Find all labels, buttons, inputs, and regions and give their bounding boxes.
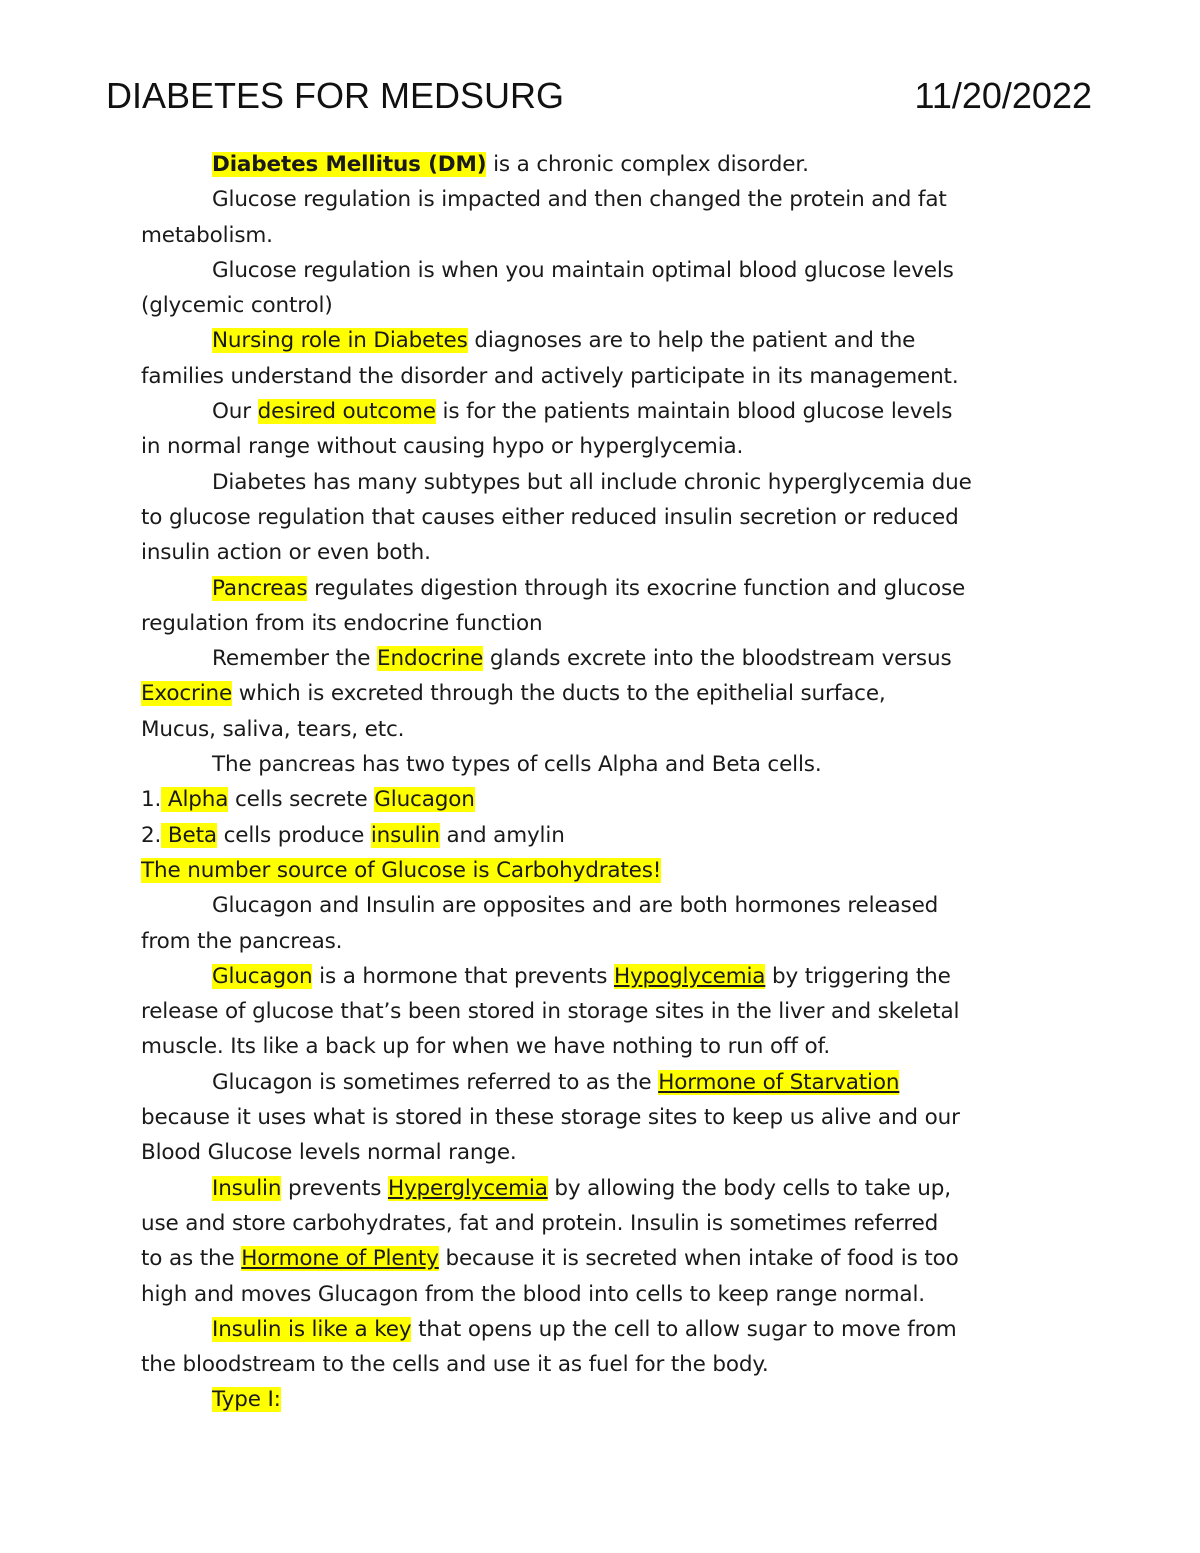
bullet-item [141, 465, 1071, 500]
highlight-term: Exocrine [141, 681, 233, 707]
document-body [141, 147, 1071, 1418]
text-line: Blood Glucose levels normal range. [141, 1140, 517, 1166]
item-number: 1. [141, 787, 162, 813]
text-line: regulation from its endocrine function [141, 610, 543, 636]
text-line: muscle. Its like a back up for when we have nothing to run off of. [141, 1034, 831, 1060]
text-run: is a hormone that prevents [312, 963, 614, 989]
text-run: Glucagon and Insulin are opposites and are both hormones released [212, 893, 939, 919]
highlight-term: Beta [161, 822, 217, 848]
highlight-term: insulin [370, 822, 440, 848]
bullet-item [141, 323, 1071, 358]
bullet-item [141, 571, 1071, 606]
bullet-item [141, 182, 1071, 217]
text-line: families understand the disorder and actively participate in its management. [141, 363, 959, 389]
text-line [141, 1241, 1071, 1276]
highlight-term-underlined: Hypoglycemia [613, 963, 766, 989]
bullet-item [141, 747, 1071, 782]
highlight-term: Insulin is like a key [212, 1316, 412, 1342]
bullet-item [141, 959, 1071, 994]
text-run: Diabetes has many subtypes but all include chronic hyperglycemia due [212, 469, 972, 495]
text-run: by triggering the [765, 963, 951, 989]
item-number: 2. [141, 822, 162, 848]
text-run: Glucose regulation is impacted and then changed the protein and fat [212, 187, 947, 213]
text-run: Remember the [212, 646, 378, 672]
text-line: in normal range without causing hypo or hyperglycemia. [141, 434, 744, 460]
bullet-item [141, 1171, 1071, 1206]
text-line: from the pancreas. [141, 928, 343, 954]
text-line: to glucose regulation that causes either reduced insulin secretion or reduced [141, 504, 959, 530]
page-header [106, 72, 1092, 120]
text-line: metabolism. [141, 222, 273, 248]
text-run: that opens up the cell to allow sugar to move from [411, 1316, 957, 1342]
highlight-term: Glucagon [212, 963, 313, 989]
text-run: which is excreted through the ducts to the epithelial surface, [232, 681, 886, 707]
numbered-item [141, 818, 1071, 853]
text-run: prevents [281, 1175, 388, 1201]
text-run: diagnoses are to help the patient and the [467, 328, 916, 354]
text-run: and amylin [439, 822, 565, 848]
text-line: because it uses what is stored in these storage sites to keep us alive and our [141, 1105, 960, 1131]
highlight-term: Endocrine [377, 646, 484, 672]
text-run: to as the [141, 1246, 242, 1272]
highlight-term-underlined: Hyperglycemia [387, 1175, 548, 1201]
bullet-item [141, 253, 1071, 288]
callout-line [141, 853, 1071, 888]
highlight-term-underlined: Hormone of Plenty [241, 1246, 439, 1272]
text-run: cells produce [216, 822, 371, 848]
text-run: regulates digestion through its exocrine function and glucose [307, 575, 966, 601]
highlight-term: desired outcome [257, 399, 436, 425]
highlight-term: Pancreas [212, 575, 308, 601]
bullet-item [141, 394, 1071, 429]
highlight-callout: The number source of Glucose is Carbohydrates! [141, 857, 662, 883]
highlight-term-underlined: Hormone of Starvation [658, 1069, 900, 1095]
document-date: 11/20/2022 [914, 75, 1092, 116]
document-title: DIABETES FOR MEDSURG [106, 75, 565, 116]
text-line: high and moves Glucagon from the blood into cells to keep range normal. [141, 1281, 925, 1307]
bullet-item [141, 1065, 1071, 1100]
text-run: is a chronic complex disorder. [486, 152, 809, 177]
text-line: Mucus, saliva, tears, etc. [141, 716, 405, 742]
text-line: release of glucose that’s been stored in storage sites in the liver and skeletal [141, 999, 960, 1025]
text-run: by allowing the body cells to take up, [547, 1175, 951, 1201]
text-line: insulin action or even both. [141, 540, 431, 566]
numbered-item [141, 782, 1071, 817]
text-run: is for the patients maintain blood glucose levels [435, 399, 953, 425]
section-heading: Type I: [212, 1387, 281, 1413]
text-run: glands excrete into the bloodstream versus [483, 646, 952, 672]
highlight-term: Glucagon [374, 787, 475, 813]
bullet-item [141, 641, 1071, 676]
bullet-item [141, 888, 1071, 923]
bullet-item [141, 1312, 1071, 1347]
highlight-term: Nursing role in Diabetes [212, 328, 468, 354]
text-line [141, 676, 1071, 711]
text-run: The pancreas has two types of cells Alpha and Beta cells. [212, 752, 822, 778]
text-line: the bloodstream to the cells and use it as fuel for the body. [141, 1352, 769, 1378]
highlight-term: Diabetes Mellitus (DM) [212, 152, 487, 177]
text-run: Our [212, 399, 258, 425]
bullet-item [141, 1382, 1071, 1417]
bullet-item [141, 147, 1071, 182]
text-run: cells secrete [228, 787, 375, 813]
text-run: Glucose regulation is when you maintain optimal blood glucose levels [212, 257, 954, 283]
text-line: (glycemic control) [141, 293, 333, 319]
highlight-term: Insulin [212, 1175, 282, 1201]
highlight-term: Alpha [161, 787, 229, 813]
text-run: because it is secreted when intake of food is too [438, 1246, 959, 1272]
text-line: use and store carbohydrates, fat and protein. Insulin is sometimes referred [141, 1210, 939, 1236]
text-run: Glucagon is sometimes referred to as the [212, 1069, 659, 1095]
